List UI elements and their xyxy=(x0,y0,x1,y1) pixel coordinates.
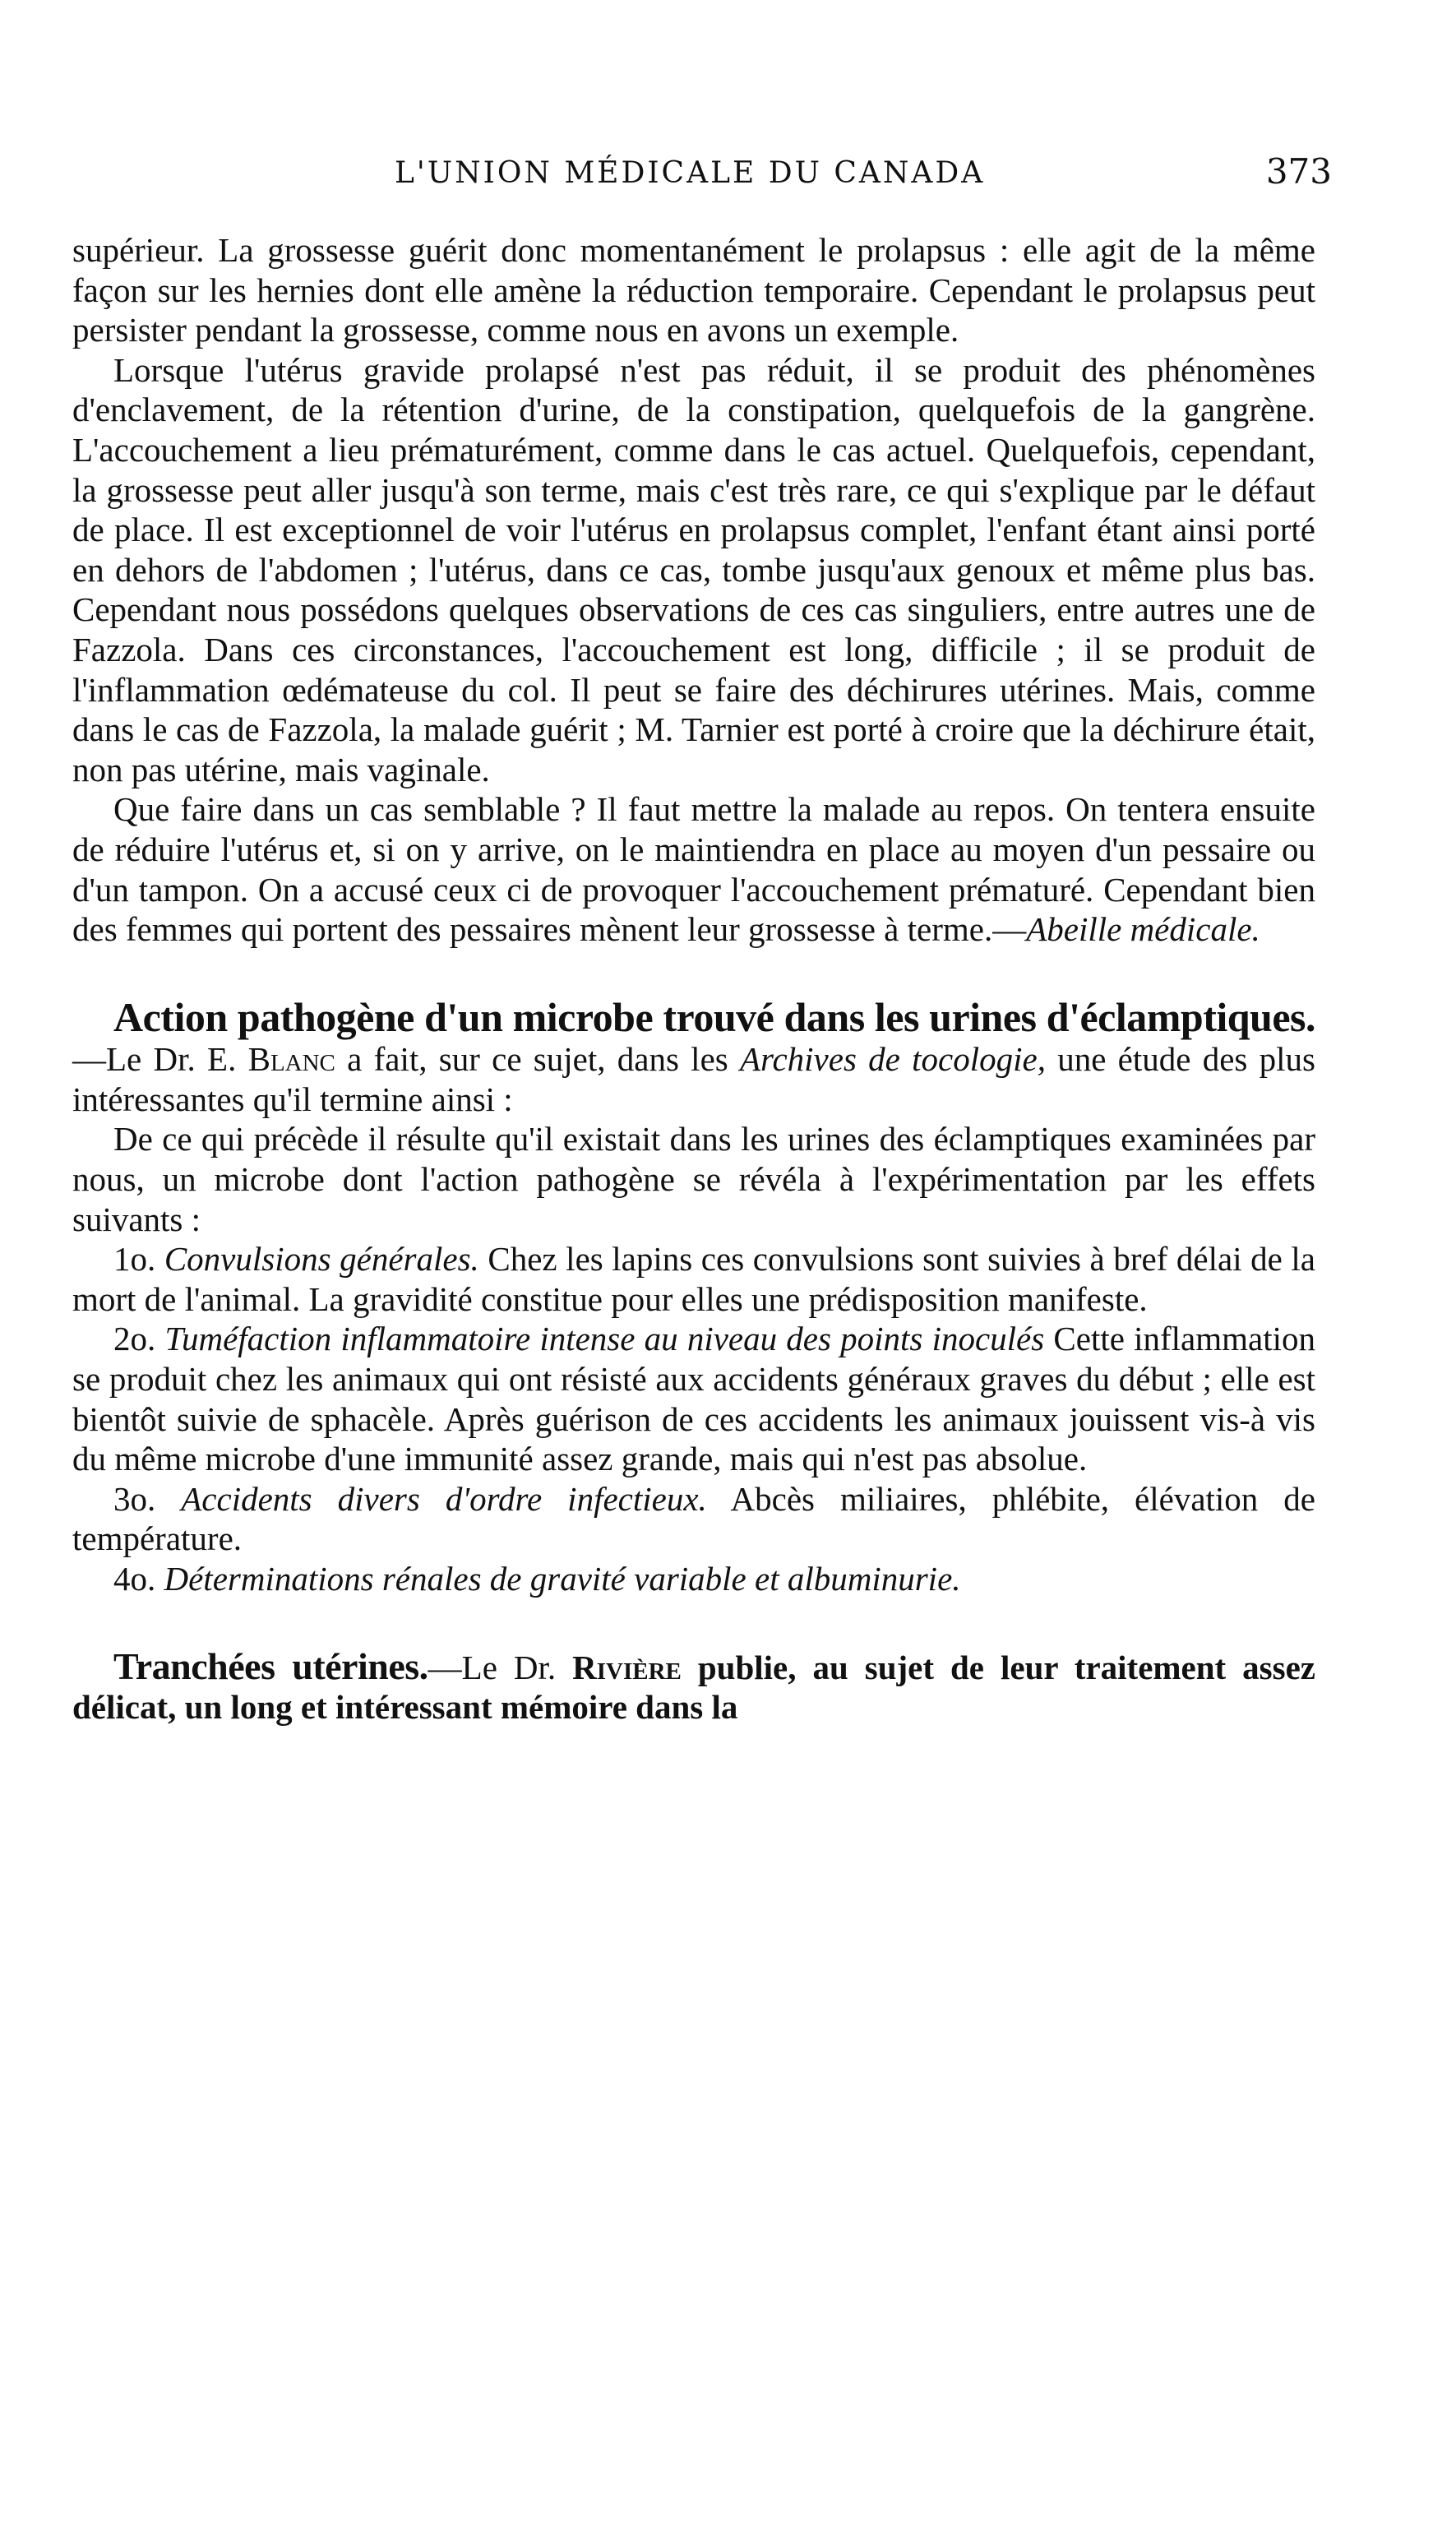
paragraph-text: supérieur. La grossesse guérit donc momentanément le prolapsus : elle agit de la même façon sur les hernies dont elle amène la réduction temporaire. Cependant le prolapsus peut persister pendant la grossesse, comme nous en avons un exemple. xyxy=(72,231,1315,349)
item-number: 4o. xyxy=(113,1560,156,1598)
list-item xyxy=(72,1319,1315,1478)
section-lead: —Le Dr. xyxy=(72,1040,208,1079)
section-mid: a fait, sur ce sujet, dans les xyxy=(335,1040,740,1079)
page-header xyxy=(99,151,1332,206)
section-title: Action pathogène d'un microbe trouvé dans les urines d'éclamptiques. xyxy=(113,993,1315,1040)
item-heading: Accidents divers d'ordre infectieux. xyxy=(181,1479,707,1518)
author-name: E. Blanc xyxy=(207,1040,335,1079)
page-body xyxy=(72,230,1315,1727)
item-number: 3o. xyxy=(113,1479,156,1518)
item-number: 2o. xyxy=(113,1320,156,1358)
section-tail: publie, au sujet de leur traitement assez délicat, un long et intéressant mémoire dans la xyxy=(72,1648,1315,1727)
item-number: 1o. xyxy=(113,1240,156,1279)
paragraph-text: Que faire dans un cas semblable ? Il faut mettre la malade au repos. On tentera ensuite de réduire l'utérus et, si on y arrive, on le maintiendra en place au moyen d'un pessaire ou d'un tampon. On a accusé ceux ci de provoquer l'accouchement prématuré. Cependant bien des femmes qui portent des pessaires mènent leur grossesse à terme.— xyxy=(72,790,1315,949)
paragraph-text: De ce qui précède il résulte qu'il existait dans les urines des éclamptiques examinées par nous, un microbe dont l'action pathogène se révéla à l'expérimentation par les effets suivants : xyxy=(72,1120,1315,1238)
paragraph-findings xyxy=(72,1119,1315,1239)
paragraph-treatment xyxy=(72,789,1315,949)
paragraph-prolapse xyxy=(72,350,1315,790)
item-heading: Tuméfaction inflammatoire intense au niveau des points inoculés xyxy=(164,1320,1045,1358)
source-citation: Abeille médicale. xyxy=(1026,910,1260,949)
paragraph-text: Lorsque l'utérus gravide prolapsé n'est pas réduit, il se produit des phénomènes d'enclavement, de la rétention d'urine, de la constipation, quelquefois de la gangrène. L'accouchement a lieu prématurément, comme dans le cas actuel. Quelquefois, cependant, la grossesse peut aller jusqu'à son terme, mais c'est très rare, ce qui s'explique par le défaut de place. Il est exceptionnel de voir l'utérus en prolapsus complet, l'enfant étant ainsi porté en dehors de l'abdomen ; l'utérus, dans ce cas, tombe jusqu'aux genoux et même plus bas. Cependant nous possédons quelques observations de ces cas singuliers, entre autres une de Fazzola. Dans ces circonstances, l'accouchement est long, difficile ; il se produit de l'inflammation œdémateuse du col. Il peut se faire des déchirures utérines. Mais, comme dans le cas de Fazzola, la malade guérit ; M. Tarnier est porté à croire que la déchirure était, non pas utérine, mais vaginale. xyxy=(72,350,1315,788)
section-title: Tranchées utérines. xyxy=(113,1644,428,1687)
list-item xyxy=(72,1479,1315,1559)
section-lead: —Le Dr. xyxy=(428,1648,573,1686)
author-name: Rivière xyxy=(572,1648,682,1686)
item-text: Chez les lapins ces convulsions sont suivies à bref délai de la mort de l'animal. La gravidité constitue pour elles une prédisposition manifeste. xyxy=(72,1240,1316,1318)
list-item xyxy=(72,1559,1315,1599)
item-text: Cette inflammation se produit chez les animaux qui ont résisté aux accidents généraux graves du début ; elle est bientôt suivie de sphacèle. Après guérison de ces accidents les animaux jouissent vis-à vis du même microbe d'une immunité assez grande, mais qui n'est pas absolue. xyxy=(72,1320,1316,1478)
item-heading: Convulsions générales. xyxy=(164,1240,479,1279)
item-text: Abcès miliaires, phlébite, élévation de température. xyxy=(72,1479,1316,1558)
section-tranchees xyxy=(72,1644,1315,1727)
page-number: 373 xyxy=(1265,151,1332,192)
running-head: L'UNION MÉDICALE DU CANADA xyxy=(395,156,986,190)
section-tail: une étude des plus intéressantes qu'il termine ainsi : xyxy=(72,1040,1315,1118)
section-microbe xyxy=(72,993,1315,1120)
journal-name: Archives de tocologie, xyxy=(739,1040,1046,1079)
paragraph-continuation xyxy=(72,230,1315,350)
item-heading: Déterminations rénales de gravité variable et albuminurie. xyxy=(164,1560,961,1598)
list-item xyxy=(72,1239,1315,1319)
